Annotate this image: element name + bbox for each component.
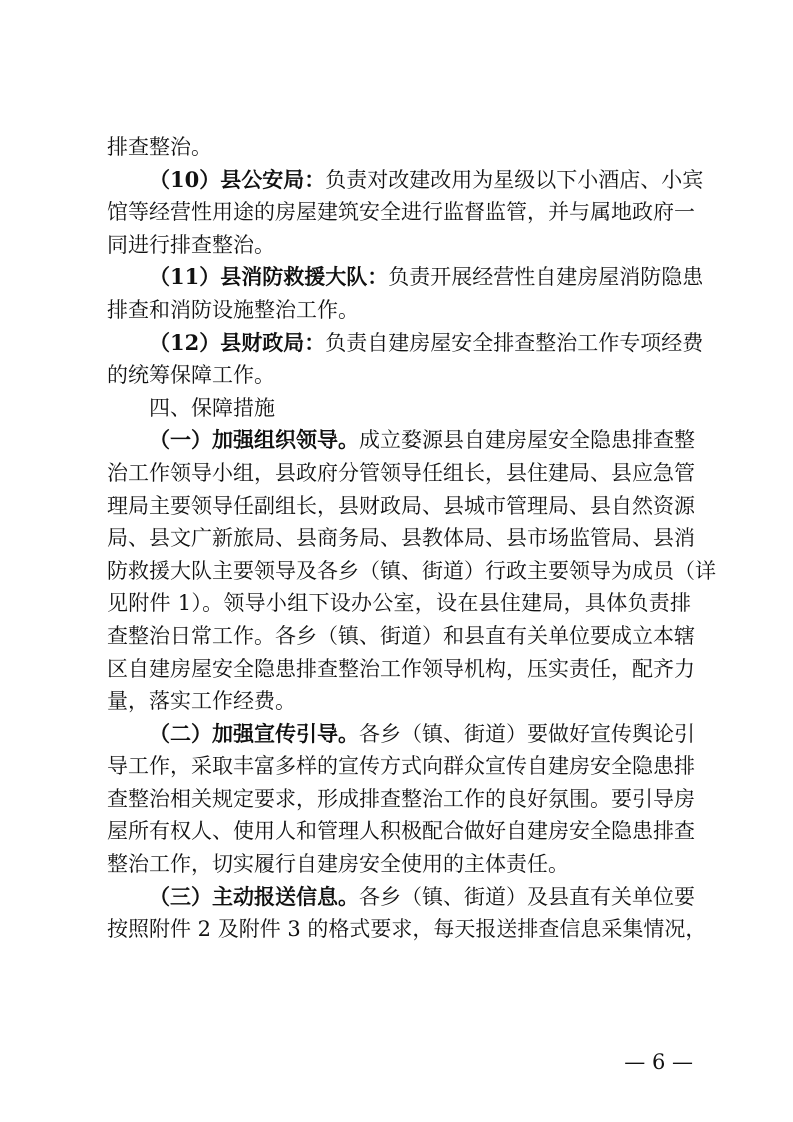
text-line: 导工作，采取丰富多样的宣传方式向群众宣传自建房安全隐患排 (107, 754, 695, 779)
body-text (107, 131, 716, 946)
measure-3-title: （三）主动报送信息。 (149, 883, 359, 909)
measure-2-title: （二）加强宣传引导。 (149, 720, 359, 746)
text-line: 同进行排查整治。 (107, 232, 275, 257)
text-line: 治工作领导小组，县政府分管领导任组长，县住建局、县应急管 (107, 460, 695, 485)
section-heading: 四、保障措施 (149, 395, 275, 420)
item-12-line: （12）县财政局：负责自建房屋安全排查整治工作专项经费 (149, 329, 704, 355)
text-line: 馆等经营性用途的房屋建筑安全进行监督监管，并与属地政府一 (107, 200, 695, 225)
text-line: 理局主要领导任副组长，县财政局、县城市管理局、县自然资源 (107, 493, 695, 518)
text-line: 查整治日常工作。各乡（镇、街道）和县直有关单位要成立本辖 (107, 623, 695, 648)
text-line: 查整治相关规定要求，形成排查整治工作的良好氛围。要引导房 (107, 786, 695, 811)
text-line: 见附件 1）。领导小组下设办公室，设在县住建局，具体负责排 (107, 591, 691, 616)
measure-3-line: （三）主动报送信息。各乡（镇、街道）及县直有关单位要 (149, 883, 695, 909)
item-10-line: （10）县公安局：负责对改建改用为星级以下小酒店、小宾 (149, 166, 704, 192)
item-12-title: （12）县财政局： (149, 329, 326, 355)
measure-1-title: （一）加强组织领导。 (149, 427, 359, 453)
text-line: 排查整治。 (107, 135, 212, 159)
text-line: 的统筹保障工作。 (107, 363, 275, 388)
measure-1-line: （一）加强组织领导。成立婺源县自建房屋安全隐患排查整 (149, 427, 695, 453)
page-number: — 6 — (624, 1050, 693, 1074)
text-line: 整治工作，切实履行自建房安全使用的主体责任。 (107, 852, 569, 877)
measure-2-line: （二）加强宣传引导。各乡（镇、街道）要做好宣传舆论引 (149, 720, 695, 746)
item-11-line: （11）县消防救援大队：负责开展经营性自建房屋消防隐患 (149, 264, 704, 290)
text-line: 排查和消防设施整治工作。 (107, 297, 359, 322)
item-11-title: （11）县消防救援大队： (149, 264, 389, 290)
text-line: 屋所有权人、使用人和管理人积极配合做好自建房安全隐患排查 (107, 819, 695, 844)
text-line: 量，落实工作经费。 (107, 689, 296, 714)
item-10-title: （10）县公安局： (149, 166, 326, 192)
text-line: 防救援大队主要领导及各乡（镇、街道）行政主要领导为成员（详 (107, 558, 716, 583)
text-line: 局、县文广新旅局、县商务局、县教体局、县市场监管局、县消 (107, 526, 695, 551)
text-line: 区自建房屋安全隐患排查整治工作领导机构，压实责任，配齐力 (107, 656, 695, 681)
text-line: 按照附件 2 及附件 3 的格式要求，每天报送排查信息采集情况， (107, 917, 707, 942)
